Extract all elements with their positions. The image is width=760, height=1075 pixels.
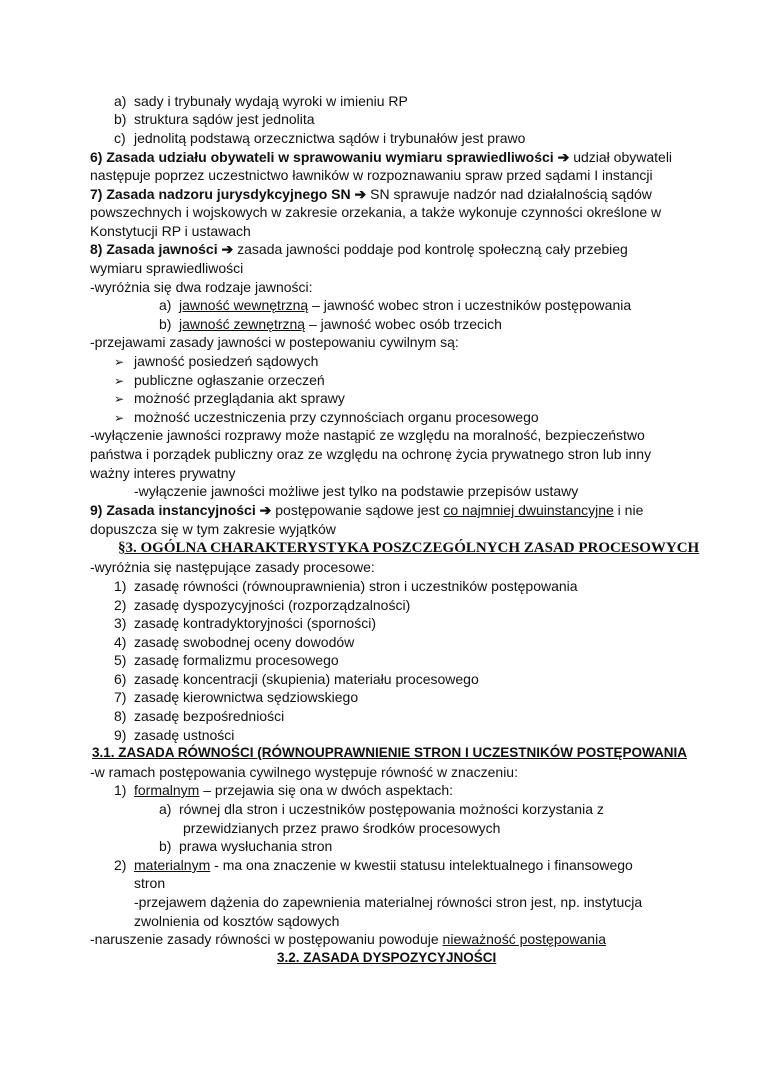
list-item-text: jednolitą podstawą orzecznictwa sądów i trybunałów jest prawo: [134, 130, 526, 146]
principle-7: 7) Zasada nadzoru jurysdykcyjnego SN ➔ SN sprawuje nadzór nad działalnością sądów: [90, 186, 652, 202]
section-heading: 3.1. ZASADA RÓWNOŚCI (RÓWNOUPRAWNIENIE STRON I UCZESTNIKÓW POSTĘPOWANIA: [92, 745, 688, 760]
paragraph-line: -wyłączenie jawności rozprawy może nastąpić ze względu na moralność, bezpieczeństwo: [90, 427, 645, 443]
paragraph-line: ważny interes prywatny: [90, 465, 236, 481]
list-item: 8) zasadę bezpośredniości: [114, 708, 285, 724]
paragraph-line: -wyróżnia się dwa rodzaje jawności:: [90, 279, 313, 295]
list-item: 1) formalnym – przejawia się ona w dwóch aspektach:: [114, 782, 454, 798]
arrow-right-icon: ➔: [259, 502, 272, 518]
paragraph-line: powszechnych i wojskowych w zakresie orzekania, a także wykonuje czynności określone w: [90, 204, 662, 220]
list-item: a) jawność wewnętrzną – jawność wobec stron i uczestników postępowania: [159, 297, 632, 313]
list-item: 2) materialnym - ma ona znaczenie w kwestii statusu intelektualnego i finansowego: [114, 857, 633, 873]
chevron-right-icon: ➢: [114, 355, 125, 369]
paragraph-line: -wyróżnia się następujące zasady procesowe:: [90, 559, 375, 575]
paragraph-line: wymiaru sprawiedliwości: [90, 260, 244, 276]
list-item: 4) zasadę swobodnej oceny dowodów: [114, 634, 355, 650]
principle-title: 7) Zasada nadzoru jurysdykcyjnego SN: [90, 186, 351, 202]
principle-6: 6) Zasada udziału obywateli w sprawowaniu wymiaru sprawiedliwości ➔ udział obywateli: [90, 149, 673, 165]
list-item: 3) zasadę kontradyktoryjności (sporności): [114, 615, 376, 631]
arrow-right-icon: ➔: [354, 186, 367, 202]
paragraph-line: -przejawem dążenia do zapewnienia materialnej równości stron jest, np. instytucja: [134, 894, 643, 910]
paragraph-line: państwa i porządek publiczny oraz ze względu na ochronę życia prywatnego stron lub inny: [90, 446, 652, 462]
paragraph-line: Konstytucji RP i ustawach: [90, 223, 251, 239]
list-item: 6) zasadę koncentracji (skupienia) materiału procesowego: [114, 671, 479, 687]
arrow-right-icon: ➔: [221, 241, 234, 257]
list-item: 9) zasadę ustności: [114, 727, 235, 743]
bullet-item: ➢ jawność posiedzeń sądowych: [114, 352, 318, 372]
principle-title: 8) Zasada jawności: [90, 241, 218, 257]
list-item: 2) zasadę dyspozycyjności (rozporządzalności): [114, 597, 411, 613]
list-item: b) struktura sądów jest jednolita: [114, 111, 315, 127]
chevron-right-icon: ➢: [114, 392, 125, 406]
list-item: a) sady i trybunały wydają wyroki w imieniu RP: [114, 93, 408, 109]
chevron-right-icon: ➢: [114, 374, 125, 388]
list-item: 1) zasadę równości (równouprawnienia) stron i uczestników postępowania: [114, 578, 578, 594]
list-item: 7) zasadę kierownictwa sędziowskiego: [114, 689, 359, 705]
bullet-item: ➢ możność uczestniczenia przy czynnościach organu procesowego: [114, 408, 539, 428]
list-item-text: sady i trybunały wydają wyroki w imieniu RP: [134, 93, 408, 109]
principle-title: 6) Zasada udziału obywateli w sprawowaniu wymiaru sprawiedliwości: [90, 149, 554, 165]
bullet-item: ➢ możność przeglądania akt sprawy: [114, 389, 345, 409]
paragraph-line: stron: [134, 875, 166, 891]
section-heading: 3.2. ZASADA DYSPOZYCYJNOŚCI: [277, 950, 497, 965]
list-item: a) równej dla stron i uczestników postępowania możności korzystania z: [159, 801, 604, 817]
principle-title: 9) Zasada instancyjności: [90, 502, 256, 518]
chevron-right-icon: ➢: [114, 411, 125, 425]
paragraph-line: następuje poprzez uczestnictwo ławników w rozpoznawaniu spraw przed sądami I instancji: [90, 167, 653, 183]
list-item: c) jednolitą podstawą orzecznictwa sądów i trybunałów jest prawo: [114, 130, 526, 146]
paragraph-line: -wyłączenie jawności możliwe jest tylko na podstawie przepisów ustawy: [134, 483, 579, 499]
paragraph-line: -przejawami zasady jawności w postepowaniu cywilnym są:: [90, 334, 459, 350]
list-item: b) jawność zewnętrzną – jawność wobec osób trzecich: [159, 316, 502, 332]
principle-9: 9) Zasada instancyjności ➔ postępowanie sądowe jest co najmniej dwuinstancyjne i nie: [90, 502, 644, 518]
paragraph-line: dopuszcza się w tym zakresie wyjątków: [90, 521, 336, 537]
list-item: b) prawa wysłuchania stron: [159, 838, 333, 854]
section-heading: §3. OGÓLNA CHARAKTERYSTYKA POSZCZEGÓLNYCH ZASAD PROCESOWYCH: [118, 540, 700, 556]
principle-8: 8) Zasada jawności ➔ zasada jawności poddaje pod kontrolę społeczną cały przebieg: [90, 241, 628, 257]
paragraph-line: -naruszenie zasady równości w postępowaniu powoduje nieważność postępowania: [90, 931, 606, 947]
paragraph-line: zwolnienia od kosztów sądowych: [134, 913, 340, 929]
bullet-item: ➢ publiczne ogłaszanie orzeczeń: [114, 371, 325, 391]
arrow-right-icon: ➔: [557, 149, 570, 165]
paragraph-line: -w ramach postępowania cywilnego występuje równość w znaczeniu:: [90, 764, 518, 780]
list-item-text: struktura sądów jest jednolita: [134, 111, 315, 127]
list-item: 5) zasadę formalizmu procesowego: [114, 652, 339, 668]
paragraph-line: przewidzianych przez prawo środków procesowych: [183, 820, 501, 836]
